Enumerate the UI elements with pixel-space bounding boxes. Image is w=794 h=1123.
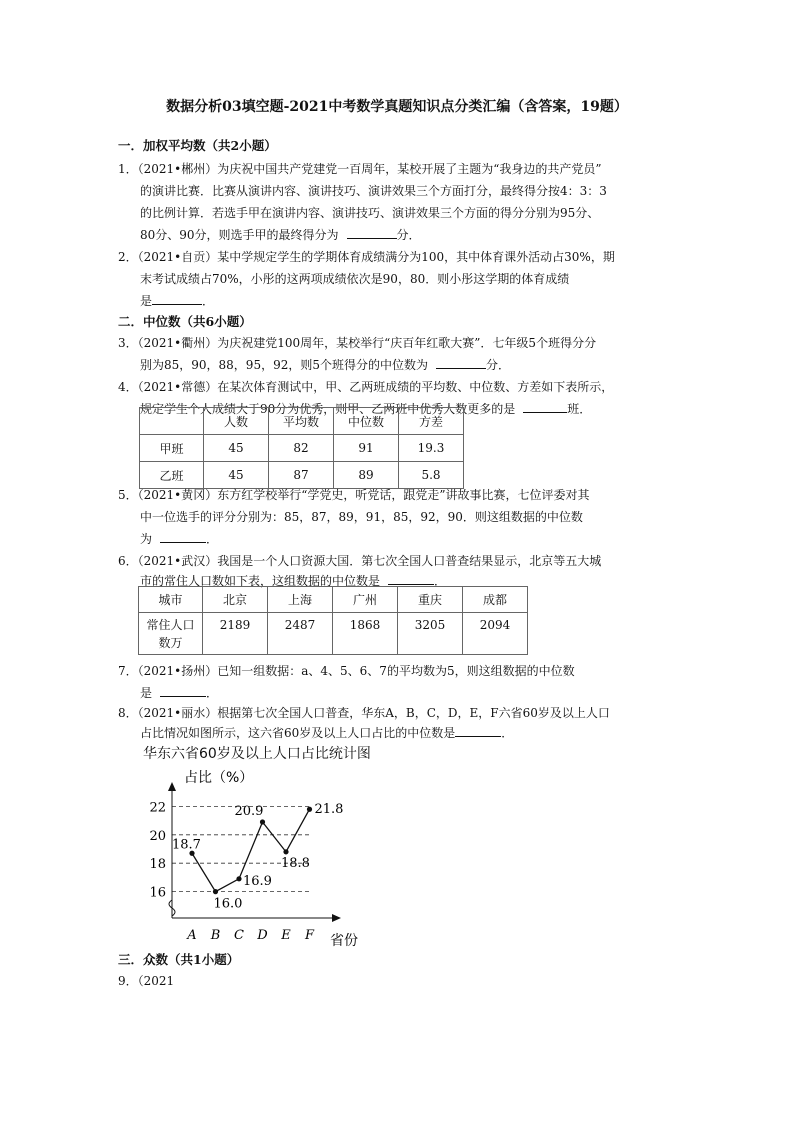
q1-line-4: 80分、90分，则选手甲的最终得分为 分． xyxy=(140,228,421,242)
table-cell: 45 xyxy=(204,435,269,462)
q1-line-1: 1．（2021•郴州）为庆祝中国共产党建党一百周年，某校开展了主题为“我身边的共产党员” xyxy=(118,162,602,176)
line-chart xyxy=(140,760,380,952)
q1-answer-blank[interactable] xyxy=(347,226,397,239)
q9-line-1: 9．（2021 xyxy=(118,974,175,988)
table-cell: 2487 xyxy=(268,613,333,655)
q4-line-1: 4．（2021•常德）在某次体育测试中，甲、乙两班成绩的平均数、中位数、方差如下表所示， xyxy=(118,380,614,394)
q7-answer-blank[interactable] xyxy=(160,684,206,697)
table-cell: 82 xyxy=(269,435,334,462)
y-tick-label: 18 xyxy=(149,857,166,873)
y-axis-label: 占比（%） xyxy=(184,770,254,786)
x-axis-arrow xyxy=(332,914,341,922)
table-cell: 广州 xyxy=(333,587,398,613)
data-label: 20.9 xyxy=(234,804,264,820)
q8-answer-blank[interactable] xyxy=(455,724,501,737)
table-cell xyxy=(140,408,204,435)
x-tick-label: B xyxy=(210,928,221,943)
q4-answer-blank[interactable] xyxy=(523,400,567,413)
data-label: 16.0 xyxy=(213,896,243,912)
q3-line-1: 3．（2021•衢州）为庆祝建党100周年，某校举行“庆百年红歌大赛”．七年级5个班得分分 xyxy=(118,336,597,350)
q5-answer-blank[interactable] xyxy=(160,530,206,543)
table-cell: 89 xyxy=(334,462,399,489)
data-point xyxy=(283,849,288,854)
document-title: 数据分析03填空题-2021中考数学真题知识点分类汇编（含答案，19题） xyxy=(166,99,628,115)
table-cell: 重庆 xyxy=(398,587,463,613)
table-cell: 上海 xyxy=(268,587,333,613)
q2-line-2: 末考试成绩占70%，小彤的这两项成绩依次是90，80．则小彤这学期的体育成绩 xyxy=(140,272,570,286)
q6-line-1: 6．（2021•武汉）我国是一个人口资源大国．第七次全国人口普查结果显示，北京等五大城 xyxy=(118,554,602,568)
x-tick-label: C xyxy=(234,928,244,943)
q4-score-table xyxy=(139,407,464,489)
q6-answer-blank[interactable] xyxy=(388,572,434,585)
q7-line-2: 是 ． xyxy=(140,686,219,700)
table-row xyxy=(140,462,464,489)
q1-line-2: 的演讲比赛．比赛从演讲内容、演讲技巧、演讲效果三个方面打分，最终得分按4：3：3 xyxy=(140,184,607,198)
data-point xyxy=(213,889,218,894)
table-cell: 人数 xyxy=(204,408,269,435)
x-tick-label: A xyxy=(187,928,197,943)
table-cell: 87 xyxy=(269,462,334,489)
section-heading-weighted-mean: 一．加权平均数（共2小题） xyxy=(118,138,277,153)
table-cell: 45 xyxy=(204,462,269,489)
q5-line-3: 为 ． xyxy=(140,532,219,546)
table-header-row xyxy=(140,408,464,435)
data-label: 18.7 xyxy=(172,837,201,853)
section-heading-median: 二．中位数（共6小题） xyxy=(118,314,252,329)
q7-line-1: 7．（2021•扬州）已知一组数据：a、4、5、6、7的平均数为5，则这组数据的中位数 xyxy=(118,664,575,678)
x-tick-label: F xyxy=(304,928,315,943)
data-point xyxy=(260,819,265,824)
table-cell: 平均数 xyxy=(269,408,334,435)
table-header-row xyxy=(139,587,528,613)
x-axis-label: 省份 xyxy=(330,933,358,949)
y-tick-label: 16 xyxy=(149,885,166,901)
y-axis-arrow xyxy=(168,782,176,791)
table-cell: 91 xyxy=(334,435,399,462)
q3-line-2: 别为85，90，88，95，92，则5个班得分的中位数为 分． xyxy=(140,358,510,372)
chart-title: 华东六省60岁及以上人口占比统计图 xyxy=(143,746,371,762)
table-cell: 中位数 xyxy=(334,408,399,435)
q2-line-1: 2．（2021•自贡）某中学规定学生的学期体育成绩满分为100，其中体育课外活动占30%，期 xyxy=(118,250,615,264)
x-tick-label: E xyxy=(281,928,291,943)
q2-answer-blank[interactable] xyxy=(152,292,202,305)
table-cell: 乙班 xyxy=(140,462,204,489)
data-label: 21.8 xyxy=(314,802,344,818)
x-tick-label: D xyxy=(257,928,268,943)
q6-population-table xyxy=(138,586,528,655)
table-cell: 2094 xyxy=(463,613,528,655)
table-cell: 常住人口 数万 xyxy=(139,613,203,655)
data-label: 18.8 xyxy=(281,855,310,871)
q1-line-3: 的比例计算．若选手甲在演讲内容、演讲技巧、演讲效果三个方面的得分分别为95分、 xyxy=(140,206,600,220)
q5-line-1: 5．（2021•黄冈）东方红学校举行“学党史，听党话，跟党走”讲故事比赛，七位评委对其 xyxy=(118,488,590,502)
table-row xyxy=(139,613,528,655)
table-cell: 5.8 xyxy=(399,462,464,489)
table-cell: 19.3 xyxy=(399,435,464,462)
table-cell: 1868 xyxy=(333,613,398,655)
q2-line-3: 是 ． xyxy=(140,294,215,308)
q8-line-1: 8．（2021•丽水）根据第七次全国人口普查，华东A，B，C，D，E，F六省60岁及以上人口 xyxy=(118,706,610,720)
section-heading-mode: 三．众数（共1小题） xyxy=(118,952,240,967)
data-point xyxy=(236,876,241,881)
data-label: 16.9 xyxy=(243,873,272,889)
q3-answer-blank[interactable] xyxy=(436,356,486,369)
table-cell: 城市 xyxy=(139,587,203,613)
table-cell: 3205 xyxy=(398,613,463,655)
q8-line-2: 占比情况如图所示，这六省60岁及以上人口占比的中位数是 ． xyxy=(140,726,514,740)
table-cell: 2189 xyxy=(203,613,268,655)
table-row xyxy=(140,435,464,462)
y-tick-label: 20 xyxy=(149,828,166,844)
table-cell: 方差 xyxy=(399,408,464,435)
q4-line-2: 规定学生个人成绩大于90分为优秀，则甲、乙两班中优秀人数更多的是 班． xyxy=(140,402,592,416)
data-point xyxy=(307,807,312,812)
y-tick-label: 22 xyxy=(149,800,166,816)
q5-line-2: 中一位选手的评分分别为：85，87，89，91，85，92，90．则这组数据的中位数 xyxy=(140,510,583,524)
q6-line-2: 市的常住人口数如下表，这组数据的中位数是 ． xyxy=(140,574,447,588)
table-cell: 成都 xyxy=(463,587,528,613)
table-cell: 甲班 xyxy=(140,435,204,462)
table-cell: 北京 xyxy=(203,587,268,613)
